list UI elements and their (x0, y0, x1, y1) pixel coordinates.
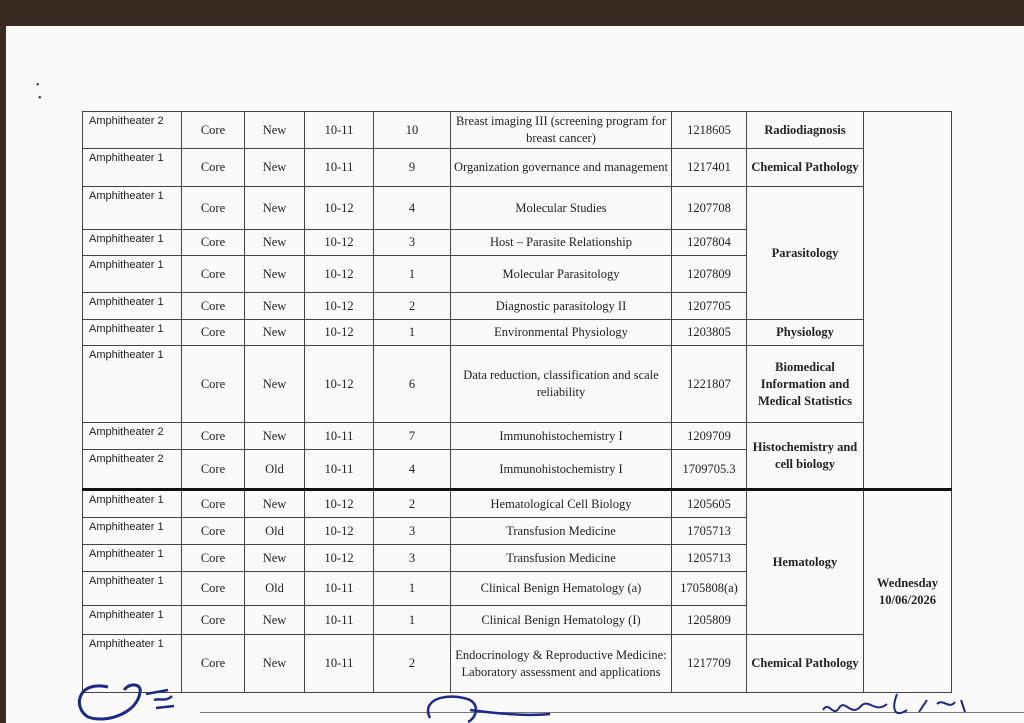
time-cell: 10-11 (305, 450, 374, 490)
place-cell: Amphitheater 2 (83, 112, 182, 149)
status-cell: New (245, 490, 305, 518)
table-row (83, 187, 952, 230)
code-cell: 1221807 (672, 346, 747, 423)
count-cell: 9 (374, 149, 451, 187)
time-cell: 10-12 (305, 187, 374, 230)
count-cell: 3 (374, 518, 451, 545)
status-cell: New (245, 112, 305, 149)
day-cell (864, 112, 952, 490)
count-cell: 1 (374, 256, 451, 293)
table-row (83, 112, 952, 149)
handwritten-signature-center (410, 688, 560, 723)
department-cell: Biomedical Information and Medical Statistics (747, 346, 864, 423)
time-cell: 10-12 (305, 230, 374, 256)
place-cell: Amphitheater 1 (83, 518, 182, 545)
table-row (83, 320, 952, 346)
count-cell: 3 (374, 230, 451, 256)
place-cell: Amphitheater 1 (83, 230, 182, 256)
type-cell: Core (182, 490, 245, 518)
code-cell: 1217401 (672, 149, 747, 187)
type-cell: Core (182, 346, 245, 423)
table-row (83, 635, 952, 693)
count-cell: 4 (374, 187, 451, 230)
type-cell: Core (182, 518, 245, 545)
type-cell: Core (182, 293, 245, 320)
place-cell: Amphitheater 1 (83, 545, 182, 572)
code-cell: 1705808(a) (672, 572, 747, 606)
count-cell: 7 (374, 423, 451, 450)
type-cell: Core (182, 256, 245, 293)
time-cell: 10-12 (305, 490, 374, 518)
status-cell: New (245, 545, 305, 572)
type-cell: Core (182, 572, 245, 606)
department-cell: Hematology (747, 490, 864, 635)
code-cell: 1207705 (672, 293, 747, 320)
code-cell: 1217709 (672, 635, 747, 693)
code-cell: 1218605 (672, 112, 747, 149)
time-cell: 10-12 (305, 256, 374, 293)
status-cell: Old (245, 572, 305, 606)
count-cell: 10 (374, 112, 451, 149)
count-cell: 4 (374, 450, 451, 490)
time-cell: 10-12 (305, 346, 374, 423)
course-cell: Immunohistochemistry I (451, 423, 672, 450)
handwritten-signature-right (815, 690, 975, 723)
course-cell: Immunohistochemistry I (451, 450, 672, 490)
type-cell: Core (182, 545, 245, 572)
status-cell: New (245, 423, 305, 450)
status-cell: New (245, 149, 305, 187)
time-cell: 10-12 (305, 518, 374, 545)
status-cell: New (245, 635, 305, 693)
type-cell: Core (182, 149, 245, 187)
code-cell: 1205809 (672, 606, 747, 635)
type-cell: Core (182, 320, 245, 346)
type-cell: Core (182, 450, 245, 490)
department-cell: Histochemistry and cell biology (747, 423, 864, 490)
course-cell: Clinical Benign Hematology (I) (451, 606, 672, 635)
course-cell: Transfusion Medicine (451, 545, 672, 572)
type-cell: Core (182, 606, 245, 635)
type-cell: Core (182, 230, 245, 256)
status-cell: New (245, 606, 305, 635)
place-cell: Amphitheater 1 (83, 256, 182, 293)
speck-mark: • (38, 93, 42, 104)
type-cell: Core (182, 635, 245, 693)
code-cell: 1209709 (672, 423, 747, 450)
count-cell: 1 (374, 572, 451, 606)
place-cell: Amphitheater 1 (83, 635, 182, 693)
course-cell: Hematological Cell Biology (451, 490, 672, 518)
course-cell: Diagnostic parasitology II (451, 293, 672, 320)
count-cell: 6 (374, 346, 451, 423)
status-cell: Old (245, 450, 305, 490)
handwritten-signature-left (68, 662, 188, 722)
count-cell: 3 (374, 545, 451, 572)
exam-date: 10/06/2026 (879, 592, 936, 607)
type-cell: Core (182, 112, 245, 149)
time-cell: 10-11 (305, 606, 374, 635)
time-cell: 10-11 (305, 635, 374, 693)
speck-mark: • (36, 80, 40, 91)
place-cell: Amphitheater 1 (83, 572, 182, 606)
time-cell: 10-12 (305, 320, 374, 346)
status-cell: New (245, 256, 305, 293)
table-row (83, 423, 952, 450)
department-cell: Radiodiagnosis (747, 112, 864, 149)
course-cell: Clinical Benign Hematology (a) (451, 572, 672, 606)
time-cell: 10-12 (305, 293, 374, 320)
place-cell: Amphitheater 2 (83, 450, 182, 490)
place-cell: Amphitheater 1 (83, 606, 182, 635)
count-cell: 1 (374, 606, 451, 635)
course-cell: Host – Parasite Relationship (451, 230, 672, 256)
code-cell: 1207708 (672, 187, 747, 230)
time-cell: 10-11 (305, 572, 374, 606)
code-cell: 1203805 (672, 320, 747, 346)
time-cell: 10-11 (305, 112, 374, 149)
place-cell: Amphitheater 1 (83, 320, 182, 346)
course-cell: Transfusion Medicine (451, 518, 672, 545)
table-row (83, 346, 952, 423)
weekday-label: Wednesday (876, 575, 939, 590)
count-cell: 2 (374, 490, 451, 518)
day-cell (864, 490, 952, 693)
department-cell: Chemical Pathology (747, 635, 864, 693)
type-cell: Core (182, 187, 245, 230)
table-row (83, 149, 952, 187)
status-cell: Old (245, 518, 305, 545)
course-cell: Breast imaging III (screening program for breast cancer) (451, 112, 672, 149)
table-row (83, 490, 952, 518)
count-cell: 2 (374, 635, 451, 693)
department-cell: Physiology (747, 320, 864, 346)
status-cell: New (245, 187, 305, 230)
count-cell: 2 (374, 293, 451, 320)
count-cell: 1 (374, 320, 451, 346)
place-cell: Amphitheater 1 (83, 149, 182, 187)
time-cell: 10-11 (305, 423, 374, 450)
course-cell: Molecular Parasitology (451, 256, 672, 293)
place-cell: Amphitheater 1 (83, 293, 182, 320)
code-cell: 1709705.3 (672, 450, 747, 490)
place-cell: Amphitheater 1 (83, 346, 182, 423)
course-cell: Endocrinology & Reproductive Medicine: Laboratory assessment and applications (451, 635, 672, 693)
course-cell: Data reduction, classification and scale reliability (451, 346, 672, 423)
status-cell: New (245, 293, 305, 320)
department-cell: Parasitology (747, 187, 864, 320)
course-cell: Organization governance and management (451, 149, 672, 187)
course-cell: Environmental Physiology (451, 320, 672, 346)
course-cell: Molecular Studies (451, 187, 672, 230)
status-cell: New (245, 346, 305, 423)
department-cell: Chemical Pathology (747, 149, 864, 187)
time-cell: 10-11 (305, 149, 374, 187)
code-cell: 1205713 (672, 545, 747, 572)
status-cell: New (245, 320, 305, 346)
code-cell: 1207804 (672, 230, 747, 256)
code-cell: 1205605 (672, 490, 747, 518)
type-cell: Core (182, 423, 245, 450)
time-cell: 10-12 (305, 545, 374, 572)
place-cell: Amphitheater 2 (83, 423, 182, 450)
status-cell: New (245, 230, 305, 256)
place-cell: Amphitheater 1 (83, 187, 182, 230)
code-cell: 1705713 (672, 518, 747, 545)
code-cell: 1207809 (672, 256, 747, 293)
exam-schedule-table (82, 111, 952, 693)
place-cell: Amphitheater 1 (83, 490, 182, 518)
